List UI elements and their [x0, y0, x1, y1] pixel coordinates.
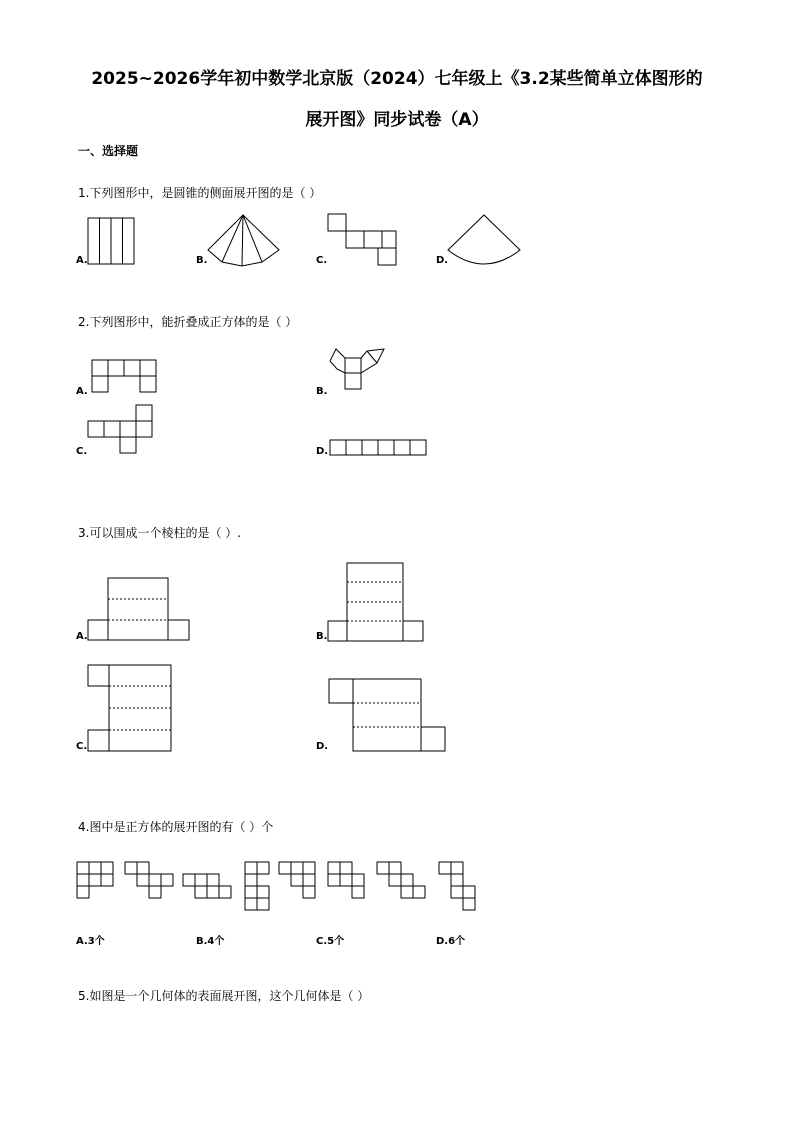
q1-option-c-label: C.	[316, 255, 328, 266]
question-5-text: 5.如图是一个几何体的表面展开图，这个几何体是（ ）	[78, 989, 370, 1003]
q3-option-d-label: D.	[316, 741, 329, 752]
q4-option-a: A.3个	[76, 936, 105, 947]
q1-option-b-label: B.	[196, 255, 208, 266]
q3-option-a-label: A.	[76, 631, 88, 642]
question-1-text: 1.下列图形中，是圆锥的侧面展开图的是（ ）	[78, 186, 322, 200]
section-heading: 一、选择题	[78, 144, 139, 158]
q2-option-d-label: D.	[316, 446, 329, 457]
q4-option-b: B.4个	[196, 936, 225, 947]
question-3-text: 3.可以围成一个棱柱的是（ ）.	[78, 526, 242, 540]
q1-option-a-label: A.	[76, 255, 88, 266]
q1-option-d-label: D.	[436, 255, 449, 266]
q4-option-d: D.6个	[436, 936, 466, 947]
q2-option-b-label: B.	[316, 386, 328, 397]
q4-option-c: C.5个	[316, 936, 345, 947]
question-4-text: 4.图中是正方体的展开图的有（ ）个	[78, 820, 274, 834]
q2-option-a-label: A.	[76, 386, 88, 397]
q3-option-c-label: C.	[76, 741, 88, 752]
document-title-line2: 展开图》同步试卷（A）	[305, 110, 489, 130]
q2-option-c-label: C.	[76, 446, 88, 457]
question-2-text: 2.下列图形中，能折叠成正方体的是（ ）	[78, 315, 298, 329]
q3-option-b-label: B.	[316, 631, 328, 642]
document-title-line1: 2025~2026学年初中数学北京版（2024）七年级上《3.2某些简单立体图形的	[91, 69, 703, 89]
